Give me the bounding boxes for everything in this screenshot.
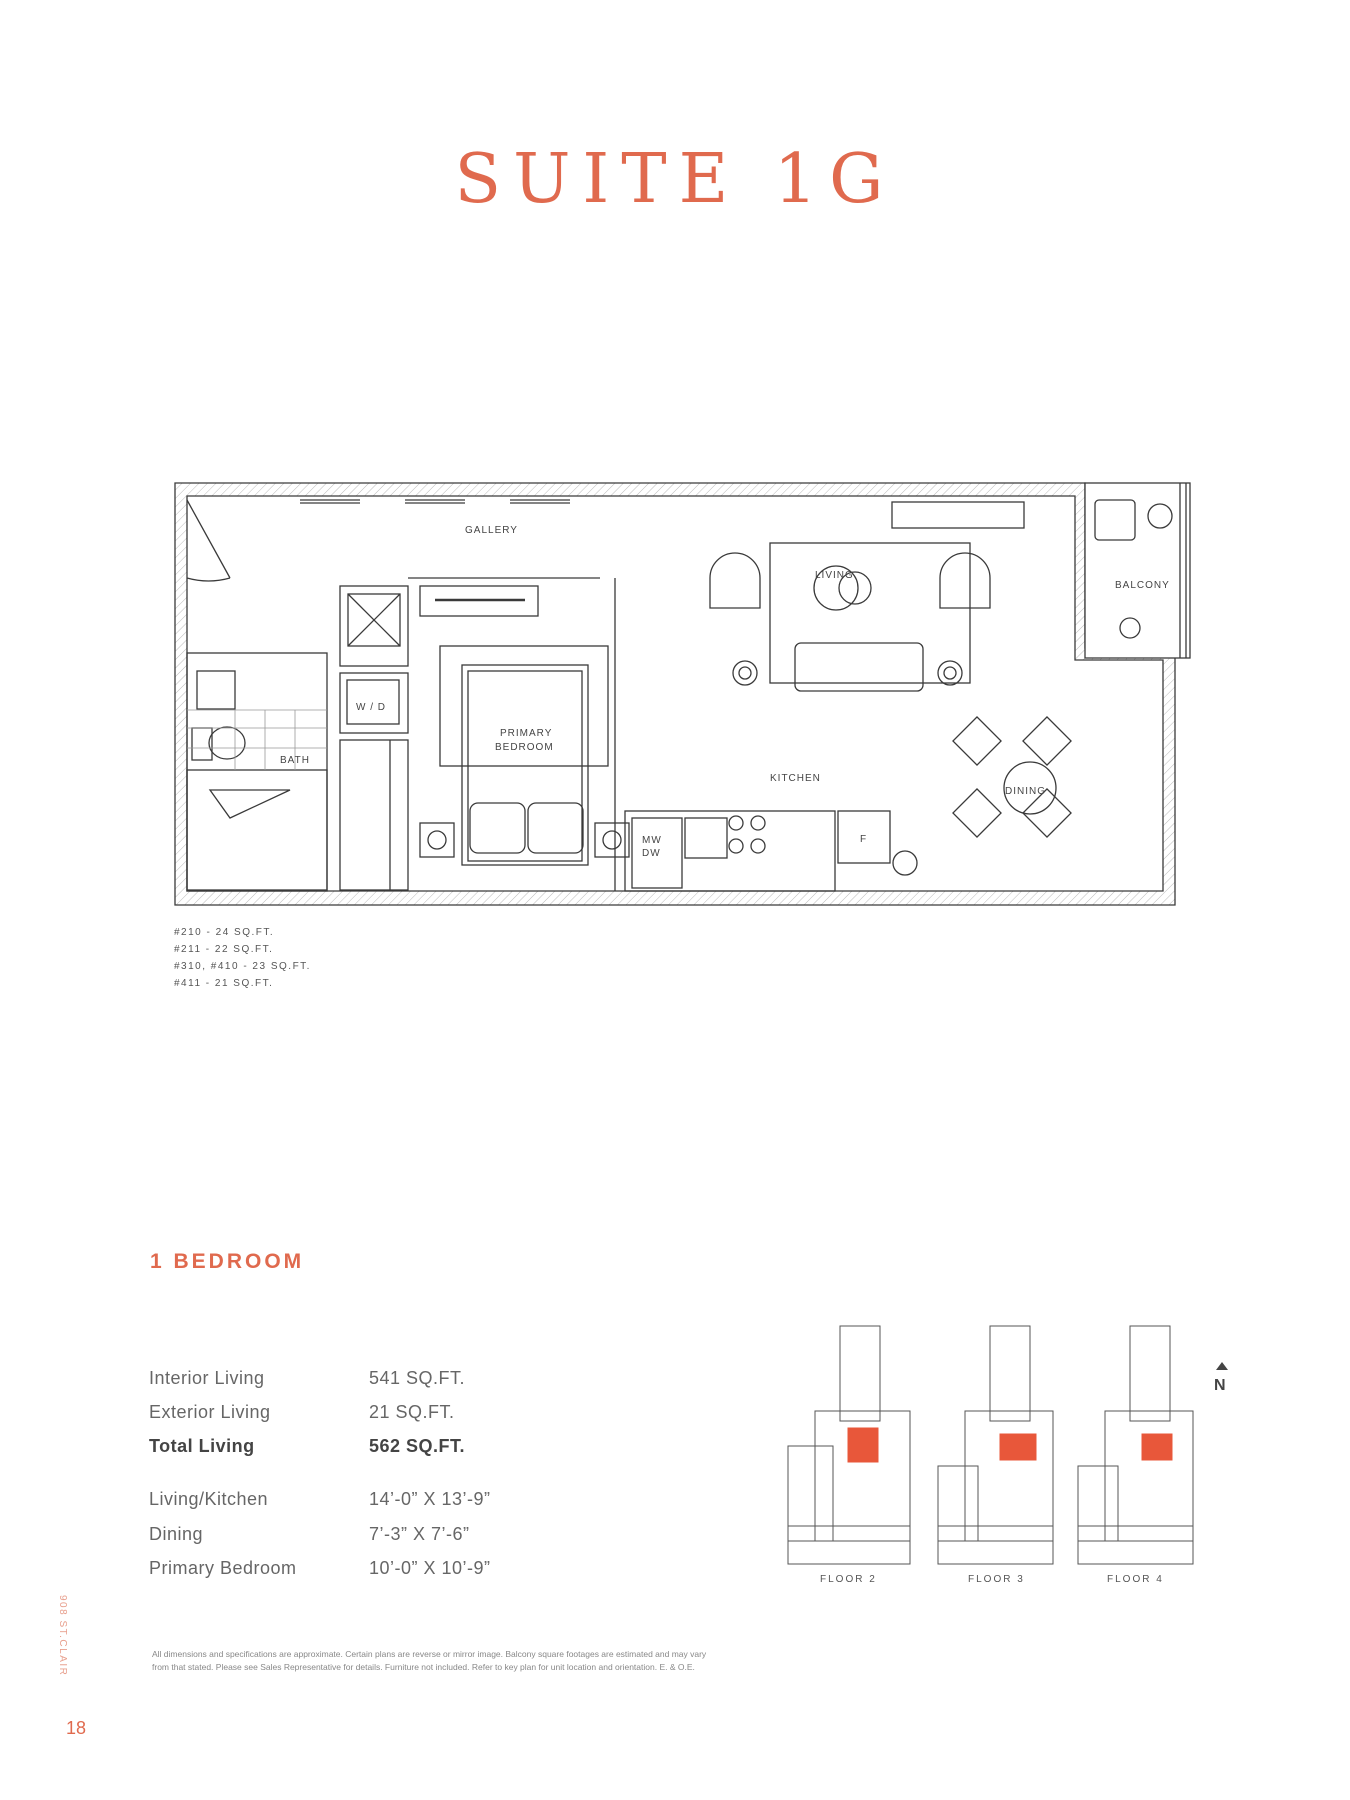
room-label-balcony: BALCONY: [1115, 580, 1170, 591]
balcony-size-notes: [174, 924, 311, 992]
spec-label-dining: Dining: [149, 1524, 204, 1544]
room-label-gallery: GALLERY: [465, 525, 518, 536]
room-label-wd: W / D: [356, 702, 386, 713]
keyplan-floor-4: [1078, 1326, 1193, 1564]
north-arrow-label: N: [1214, 1377, 1226, 1394]
north-arrow-icon: [1208, 1358, 1236, 1398]
room-label-dining: DINING: [1005, 786, 1046, 797]
suite-type: 1 BEDROOM: [150, 1250, 305, 1273]
page-number: 18: [66, 1718, 87, 1738]
keyplan-floor-2: [788, 1326, 910, 1564]
appliance-label-mw: MW: [642, 835, 662, 846]
spec-label-interior: Interior Living: [149, 1368, 265, 1388]
keyplan-floor-label: FLOOR 2: [820, 1574, 877, 1585]
keyplan-floor-label: FLOOR 3: [968, 1574, 1025, 1585]
spec-value-primary-bedroom: 10’-0” X 10’-9”: [369, 1558, 491, 1578]
room-label-primary-bedroom-1: PRIMARY: [500, 728, 553, 739]
disclaimer: [152, 1648, 852, 1674]
spec-label-exterior: Exterior Living: [149, 1402, 271, 1422]
spec-value-dining: 7’-3” X 7’-6”: [369, 1524, 470, 1544]
keyplan-floor-3: [938, 1326, 1053, 1564]
room-label-bath: BATH: [280, 755, 310, 766]
spec-value-interior: 541 SQ.FT.: [369, 1368, 466, 1388]
keyplan-floor-label: FLOOR 4: [1107, 1574, 1164, 1585]
spec-value-living-kitchen: 14’-0” X 13’-9”: [369, 1489, 491, 1509]
balcony-size-note: #411 - 21 SQ.FT.: [174, 978, 274, 989]
spec-value-exterior: 21 SQ.FT.: [369, 1402, 455, 1422]
disclaimer-line: from that stated. Please see Sales Representative for details. Furniture not included. Refer to key plan for unit location and orientation. E. & O.E.: [152, 1662, 695, 1672]
floor-plan: [170, 478, 1198, 912]
spec-label-primary-bedroom: Primary Bedroom: [149, 1558, 297, 1578]
appliance-label-fridge: F: [860, 834, 868, 845]
spec-label-living-kitchen: Living/Kitchen: [149, 1489, 269, 1509]
disclaimer-line: All dimensions and specifications are approximate. Certain plans are reverse or mirror image. Balcony square footages are estimated and may vary: [152, 1649, 707, 1659]
balcony-size-note: #210 - 24 SQ.FT.: [174, 927, 275, 938]
side-brand: 908 ST.CLAIR: [57, 1595, 68, 1677]
room-label-living: LIVING: [815, 570, 854, 581]
suite-title: SUITE 1G: [454, 140, 896, 219]
spec-label-total: Total Living: [149, 1436, 255, 1456]
balcony-size-note: #211 - 22 SQ.FT.: [174, 944, 274, 955]
key-plans: [780, 1316, 1240, 1586]
room-label-kitchen: KITCHEN: [770, 773, 821, 784]
north-arrow: [1208, 1358, 1236, 1398]
appliance-label-dw: DW: [642, 848, 661, 859]
room-label-primary-bedroom-2: BEDROOM: [495, 742, 554, 753]
spec-value-total: 562 SQ.FT.: [369, 1436, 466, 1456]
balcony-size-note: #310, #410 - 23 SQ.FT.: [174, 961, 311, 972]
